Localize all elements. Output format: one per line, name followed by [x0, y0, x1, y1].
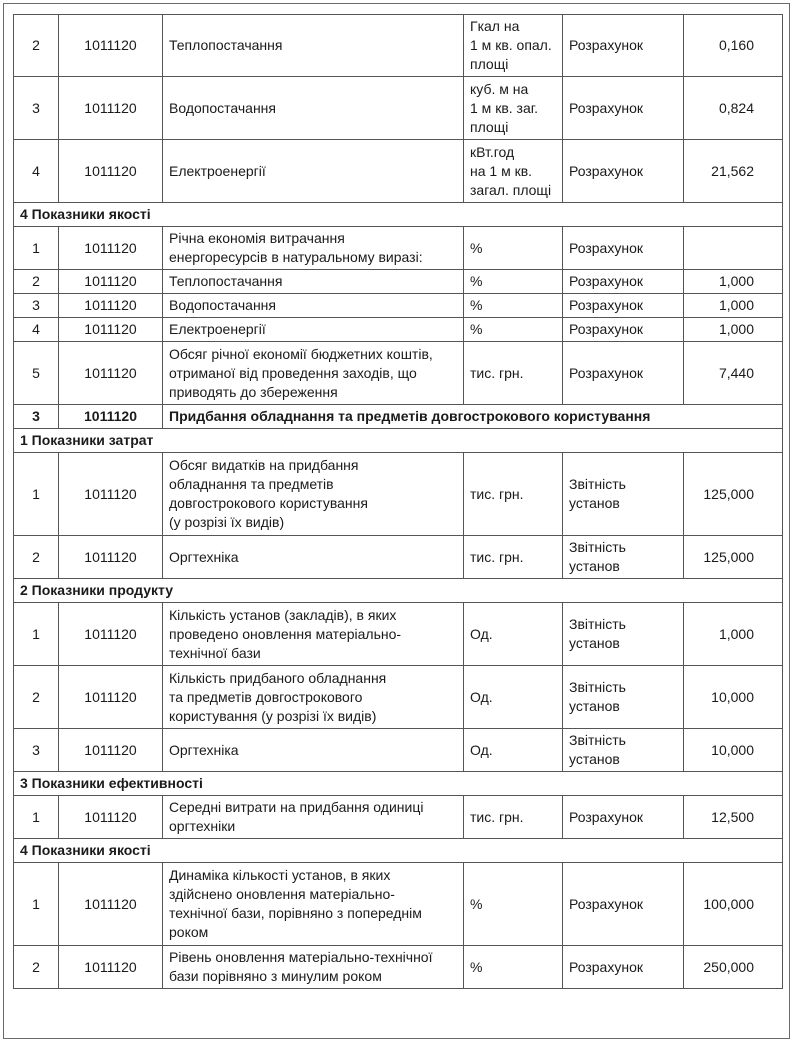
cell-name: Річна економія витрачання енергоресурсів в натуральному виразі:	[163, 227, 464, 270]
cell-unit: %	[464, 270, 563, 294]
table-row	[14, 666, 783, 729]
cell-value: 100,000	[684, 863, 783, 946]
table-row	[14, 15, 783, 77]
table-row	[14, 946, 783, 989]
table-row	[14, 270, 783, 294]
cell-num: 2	[14, 946, 59, 989]
cell-unit: Од.	[464, 603, 563, 666]
table-row	[14, 729, 783, 772]
cell-source: Розрахунок	[563, 294, 684, 318]
cell-unit: тис. грн.	[464, 796, 563, 839]
cell-num: 1	[14, 453, 59, 536]
cell-unit: тис. грн.	[464, 342, 563, 405]
table-row	[14, 342, 783, 405]
cell-name: Електроенергії	[163, 140, 464, 203]
cell-unit: %	[464, 227, 563, 270]
cell-unit: тис. грн.	[464, 453, 563, 536]
cell-code: 1011120	[59, 405, 163, 429]
cell-num: 2	[14, 270, 59, 294]
cell-source: Звітність установ	[563, 666, 684, 729]
section-header-row	[14, 839, 783, 863]
cell-value: 0,160	[684, 15, 783, 77]
table-row	[14, 796, 783, 839]
cell-unit: Од.	[464, 729, 563, 772]
table-row	[14, 318, 783, 342]
cell-name: Середні витрати на придбання одиниці оргтехніки	[163, 796, 464, 839]
cell-code: 1011120	[59, 666, 163, 729]
cell-unit: кВт.год на 1 м кв. загал. площі	[464, 140, 563, 203]
cell-code: 1011120	[59, 318, 163, 342]
table-row	[14, 863, 783, 946]
cell-num: 2	[14, 666, 59, 729]
cell-source: Розрахунок	[563, 227, 684, 270]
cell-value: 12,500	[684, 796, 783, 839]
program-row	[14, 405, 783, 429]
cell-num: 2	[14, 536, 59, 579]
indicators-table	[13, 14, 783, 989]
cell-unit: тис. грн.	[464, 536, 563, 579]
cell-name: Кількість установ (закладів), в яких проведено оновлення матеріально- технічної бази	[163, 603, 464, 666]
cell-value: 1,000	[684, 294, 783, 318]
indicators-table-body	[14, 15, 783, 989]
cell-num: 3	[14, 405, 59, 429]
cell-name: Обсяг видатків на придбання обладнання та предметів довгострокового користування (у розрізі їх видів)	[163, 453, 464, 536]
cell-source: Розрахунок	[563, 796, 684, 839]
cell-unit: %	[464, 318, 563, 342]
cell-code: 1011120	[59, 796, 163, 839]
cell-value: 10,000	[684, 666, 783, 729]
program-title: Придбання обладнання та предметів довгострокового користування	[163, 405, 783, 429]
cell-name: Обсяг річної економії бюджетних коштів, отриманої від проведення заходів, що приводять до збереження	[163, 342, 464, 405]
cell-source: Звітність установ	[563, 603, 684, 666]
cell-source: Розрахунок	[563, 270, 684, 294]
cell-num: 2	[14, 15, 59, 77]
cell-code: 1011120	[59, 15, 163, 77]
cell-num: 4	[14, 318, 59, 342]
cell-unit: Од.	[464, 666, 563, 729]
cell-code: 1011120	[59, 536, 163, 579]
cell-unit: Гкал на 1 м кв. опал. площі	[464, 15, 563, 77]
section-title: 4 Показники якості	[14, 203, 783, 227]
section-header-row	[14, 429, 783, 453]
cell-name: Оргтехніка	[163, 729, 464, 772]
cell-code: 1011120	[59, 729, 163, 772]
cell-value: 250,000	[684, 946, 783, 989]
cell-value: 7,440	[684, 342, 783, 405]
cell-value: 1,000	[684, 270, 783, 294]
section-title: 4 Показники якості	[14, 839, 783, 863]
cell-num: 3	[14, 729, 59, 772]
cell-name: Теплопостачання	[163, 270, 464, 294]
table-row	[14, 294, 783, 318]
cell-code: 1011120	[59, 77, 163, 140]
section-header-row	[14, 203, 783, 227]
cell-name: Водопостачання	[163, 294, 464, 318]
cell-code: 1011120	[59, 227, 163, 270]
cell-source: Розрахунок	[563, 318, 684, 342]
table-row	[14, 603, 783, 666]
cell-source: Розрахунок	[563, 946, 684, 989]
cell-name: Водопостачання	[163, 77, 464, 140]
cell-name: Теплопостачання	[163, 15, 464, 77]
cell-source: Звітність установ	[563, 536, 684, 579]
cell-num: 4	[14, 140, 59, 203]
cell-source: Розрахунок	[563, 342, 684, 405]
cell-code: 1011120	[59, 453, 163, 536]
table-row	[14, 140, 783, 203]
cell-value: 1,000	[684, 603, 783, 666]
section-title: 2 Показники продукту	[14, 579, 783, 603]
cell-num: 1	[14, 603, 59, 666]
cell-name: Оргтехніка	[163, 536, 464, 579]
cell-value	[684, 227, 783, 270]
cell-num: 3	[14, 294, 59, 318]
cell-value: 1,000	[684, 318, 783, 342]
cell-code: 1011120	[59, 603, 163, 666]
cell-num: 5	[14, 342, 59, 405]
cell-value: 125,000	[684, 536, 783, 579]
cell-source: Розрахунок	[563, 863, 684, 946]
cell-value: 125,000	[684, 453, 783, 536]
cell-code: 1011120	[59, 270, 163, 294]
cell-num: 3	[14, 77, 59, 140]
cell-name: Електроенергії	[163, 318, 464, 342]
cell-source: Розрахунок	[563, 77, 684, 140]
table-row	[14, 536, 783, 579]
table-row	[14, 453, 783, 536]
cell-code: 1011120	[59, 342, 163, 405]
cell-source: Звітність установ	[563, 729, 684, 772]
cell-num: 1	[14, 796, 59, 839]
section-title: 3 Показники ефективності	[14, 772, 783, 796]
cell-name: Рівень оновлення матеріально-технічної бази порівняно з минулим роком	[163, 946, 464, 989]
table-row	[14, 227, 783, 270]
table-row	[14, 77, 783, 140]
cell-name: Кількість придбаного обладнання та предметів довгострокового користування (у розрізі їх видів)	[163, 666, 464, 729]
cell-unit: %	[464, 946, 563, 989]
cell-code: 1011120	[59, 140, 163, 203]
cell-name: Динаміка кількості установ, в яких здійснено оновлення матеріально- технічної бази, порівняно з попереднім роком	[163, 863, 464, 946]
cell-code: 1011120	[59, 294, 163, 318]
cell-source: Розрахунок	[563, 140, 684, 203]
cell-unit: куб. м на 1 м кв. заг. площі	[464, 77, 563, 140]
cell-num: 1	[14, 863, 59, 946]
cell-unit: %	[464, 294, 563, 318]
cell-value: 0,824	[684, 77, 783, 140]
cell-source: Розрахунок	[563, 15, 684, 77]
cell-code: 1011120	[59, 863, 163, 946]
cell-code: 1011120	[59, 946, 163, 989]
cell-unit: %	[464, 863, 563, 946]
section-title: 1 Показники затрат	[14, 429, 783, 453]
cell-value: 21,562	[684, 140, 783, 203]
cell-num: 1	[14, 227, 59, 270]
cell-value: 10,000	[684, 729, 783, 772]
section-header-row	[14, 772, 783, 796]
cell-source: Звітність установ	[563, 453, 684, 536]
section-header-row	[14, 579, 783, 603]
